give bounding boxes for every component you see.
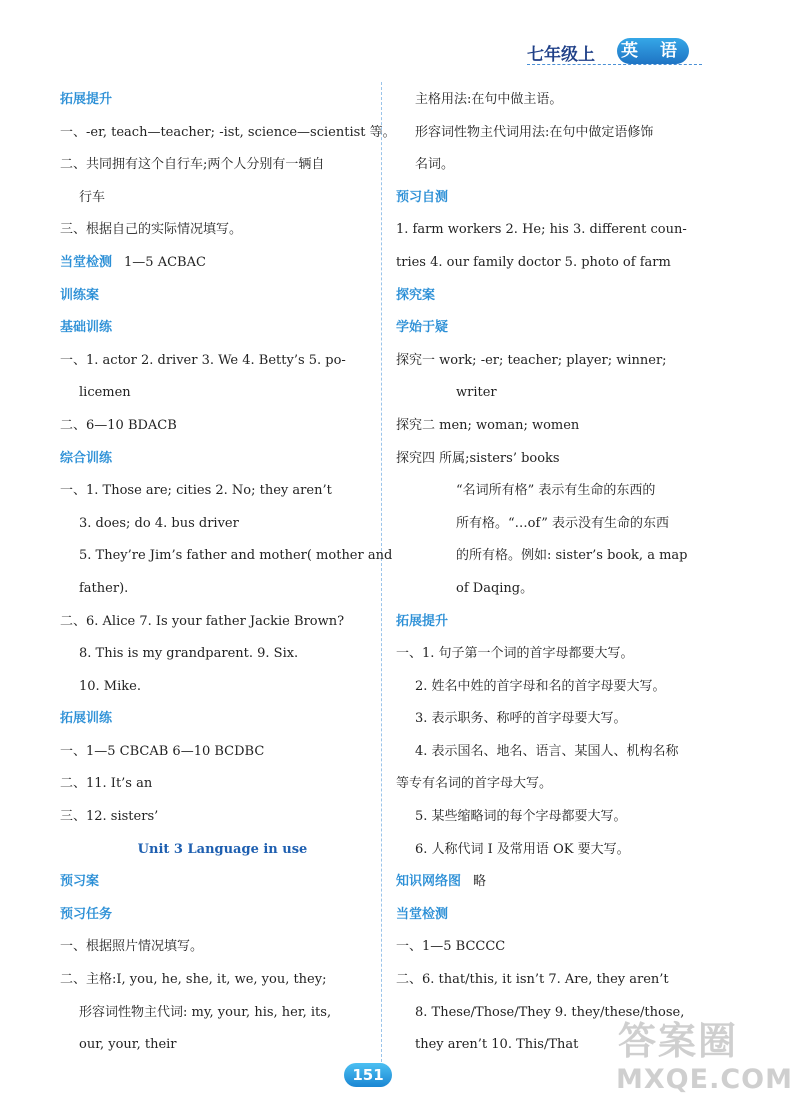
answer-line: “名词所有格” 表示有生命的东西的 [456, 483, 656, 499]
answer-line: 二、6—10 BDACB [60, 417, 177, 433]
section-heading: 拓展训练 [60, 711, 113, 727]
subject-badge: 英 语 [617, 38, 689, 64]
grade-label: 七年级上 [527, 45, 595, 65]
answer-line: father). [79, 580, 129, 596]
answer-line: writer [456, 385, 497, 401]
answer-line: they aren’t 10. This/That [415, 1037, 579, 1053]
answer-line: 2. 姓名中姓的首字母和名的首字母要大写。 [415, 678, 666, 694]
answer-line: 名词。 [415, 157, 455, 173]
answer-line: 探究二 men; woman; women [396, 417, 580, 433]
answer-line: 行车 [79, 189, 106, 205]
section-heading: 探究案 [396, 287, 436, 303]
right-column [396, 84, 696, 1062]
section-heading: 预习案 [60, 874, 100, 890]
answer-line: 3. does; do 4. bus driver [79, 515, 239, 531]
page-header [0, 0, 750, 80]
answer-line: licemen [79, 385, 131, 401]
answer-line: 4. 表示国名、地名、语言、某国人、机构名称 [415, 743, 679, 759]
answer-line: 二、11. It’s an [60, 776, 153, 792]
watermark-logo [610, 1010, 793, 1100]
answer-line: 形容词性物主代词: my, your, his, her, its, [79, 1004, 332, 1020]
unit-title: Unit 3 Language in use [137, 841, 308, 857]
section-heading: 综合训练 [60, 450, 113, 466]
section-answer: 1—5 ACBAC [124, 254, 206, 270]
header-rule [527, 64, 702, 65]
answer-line: our, your, their [79, 1037, 177, 1053]
answer-line: 3. 表示职务、称呼的首字母要大写。 [415, 711, 627, 727]
section-heading-label: 知识网络图 [396, 874, 462, 890]
section-heading: 基础训练 [60, 320, 113, 336]
section-heading: 拓展提升 [60, 92, 113, 107]
answer-line: 探究四 所属;sisters’ books [396, 450, 560, 466]
answer-line: 所有格。“…of” 表示没有生命的东西 [456, 515, 670, 531]
section-heading [396, 866, 696, 899]
section-heading: 当堂检测 [396, 906, 449, 922]
answer-line: 三、12. sisters’ [60, 809, 159, 825]
answer-line: 一、1. 句子第一个词的首字母都要大写。 [396, 646, 634, 662]
left-column [60, 84, 396, 1062]
section-heading [60, 247, 365, 280]
answer-line: 等专有名词的首字母大写。 [396, 776, 553, 792]
watermark-cn: 答案圈 [618, 1019, 739, 1063]
section-heading: 拓展提升 [396, 613, 449, 629]
answer-line: 形容词性物主代词用法:在句中做定语修饰 [415, 124, 654, 140]
answer-line: 一、1—5 CBCAB 6—10 BCDBC [60, 743, 265, 759]
answer-line: 8. This is my grandparent. 9. Six. [79, 646, 299, 662]
page-number: 151 [344, 1063, 392, 1087]
answer-line: 8. These/Those/They 9. they/these/those, [415, 1004, 685, 1020]
section-heading: 预习任务 [60, 906, 113, 922]
answer-line: 一、1—5 BCCCC [396, 939, 506, 955]
watermark-en: MXQE.COM [616, 1064, 793, 1095]
answer-line: 三、根据自己的实际情况填写。 [60, 222, 243, 238]
answer-line: 一、1. Those are; cities 2. No; they aren’t [60, 483, 332, 499]
answer-line: 主格用法:在句中做主语。 [415, 92, 563, 107]
answer-line: 10. Mike. [79, 678, 141, 694]
answer-line: 二、共同拥有这个自行车;两个人分别有一辆自 [60, 157, 325, 173]
section-heading: 学始于疑 [396, 320, 449, 336]
answer-line: 探究一 work; -er; teacher; player; winner; [396, 352, 667, 368]
answer-line: 二、6. Alice 7. Is your father Jackie Brown? [60, 613, 345, 629]
section-heading: 预习自测 [396, 189, 449, 205]
answer-line: 的所有格。例如: sister’s book, a map [456, 548, 688, 564]
answer-line: 一、1. actor 2. driver 3. We 4. Betty’s 5. po- [60, 352, 346, 368]
answer-line: 二、主格:I, you, he, she, it, we, you, they; [60, 972, 327, 988]
answer-line: tries 4. our family doctor 5. photo of farm [396, 254, 671, 270]
section-answer: 略 [473, 874, 487, 890]
answer-line: 一、根据照片情况填写。 [60, 939, 204, 955]
answer-line: 5. They’re Jim’s father and mother( mother and [79, 548, 393, 564]
section-heading: 训练案 [60, 287, 100, 303]
answer-line: 5. 某些缩略词的每个字母都要大写。 [415, 809, 627, 825]
answer-line: 6. 人称代词 I 及常用语 OK 要大写。 [415, 841, 630, 857]
answer-line: 1. farm workers 2. He; his 3. different coun- [396, 222, 687, 238]
answer-line: 二、6. that/this, it isn’t 7. Are, they aren’t [396, 972, 669, 988]
answer-line: of Daqing。 [456, 580, 534, 596]
answer-line: 一、-er, teach—teacher; -ist, science—scientist 等。 [60, 124, 396, 140]
section-heading-label: 当堂检测 [60, 254, 113, 270]
